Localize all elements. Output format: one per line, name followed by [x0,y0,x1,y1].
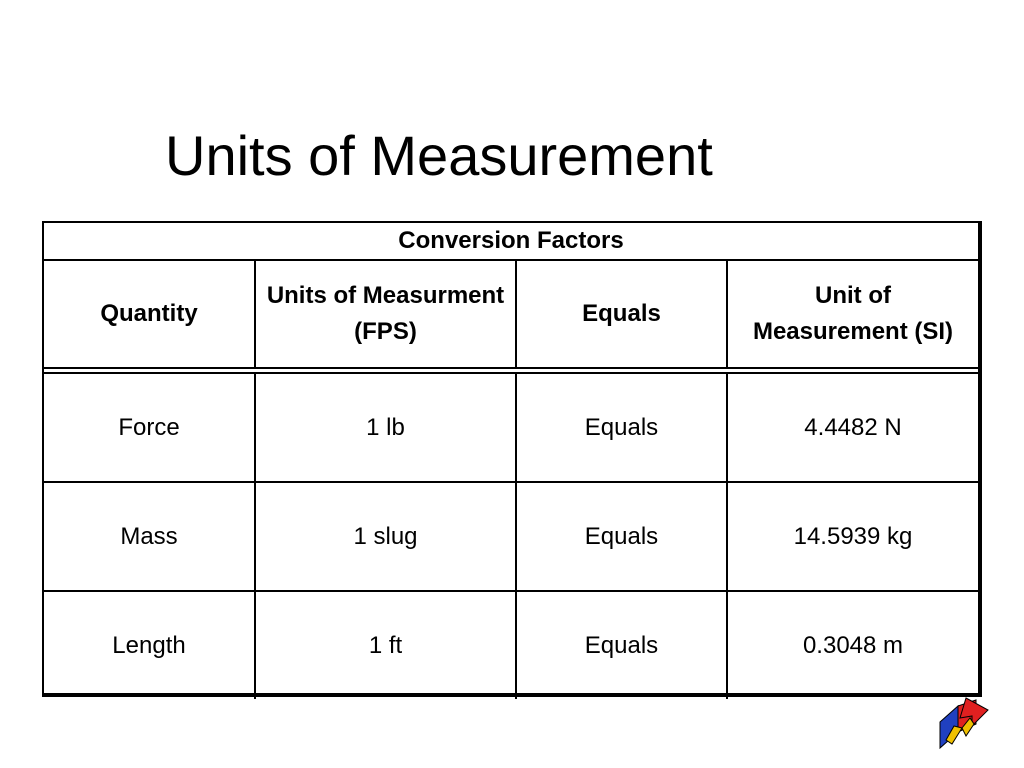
header-equals: Equals [517,261,728,367]
cell-equals: Equals [517,374,728,481]
cell-fps-value: 1 lb [256,374,517,481]
cell-fps-value: 1 slug [256,483,517,590]
cell-equals: Equals [517,483,728,590]
arrow-logo-icon [936,696,990,750]
table-row [44,483,978,592]
cell-fps-value: 1 ft [256,592,517,699]
header-fps-units-text: Units of Measurment (FPS) [266,282,505,345]
slide-title: Units of Measurement [165,124,713,187]
header-si-units [728,261,978,367]
table-header-row [44,261,978,367]
header-quantity: Quantity [44,261,256,367]
cell-quantity: Mass [44,483,256,590]
cell-quantity: Force [44,374,256,481]
table-caption-row [44,223,978,261]
cell-si-value: 0.3048 m [802,631,904,659]
cell-equals: Equals [517,592,728,699]
cell-si-value: 4.4482 N [804,413,902,441]
table-caption: Conversion Factors [398,227,624,254]
table-row [44,374,978,483]
conversion-table [42,221,982,697]
cell-quantity: Length [44,592,256,699]
header-divider-top [44,367,978,369]
header-si-units-text: Unit of Measurement (SI) [752,282,954,345]
cell-si-value: 14.5939 kg [793,522,913,550]
table-row [44,592,978,699]
header-fps-units [256,261,517,367]
